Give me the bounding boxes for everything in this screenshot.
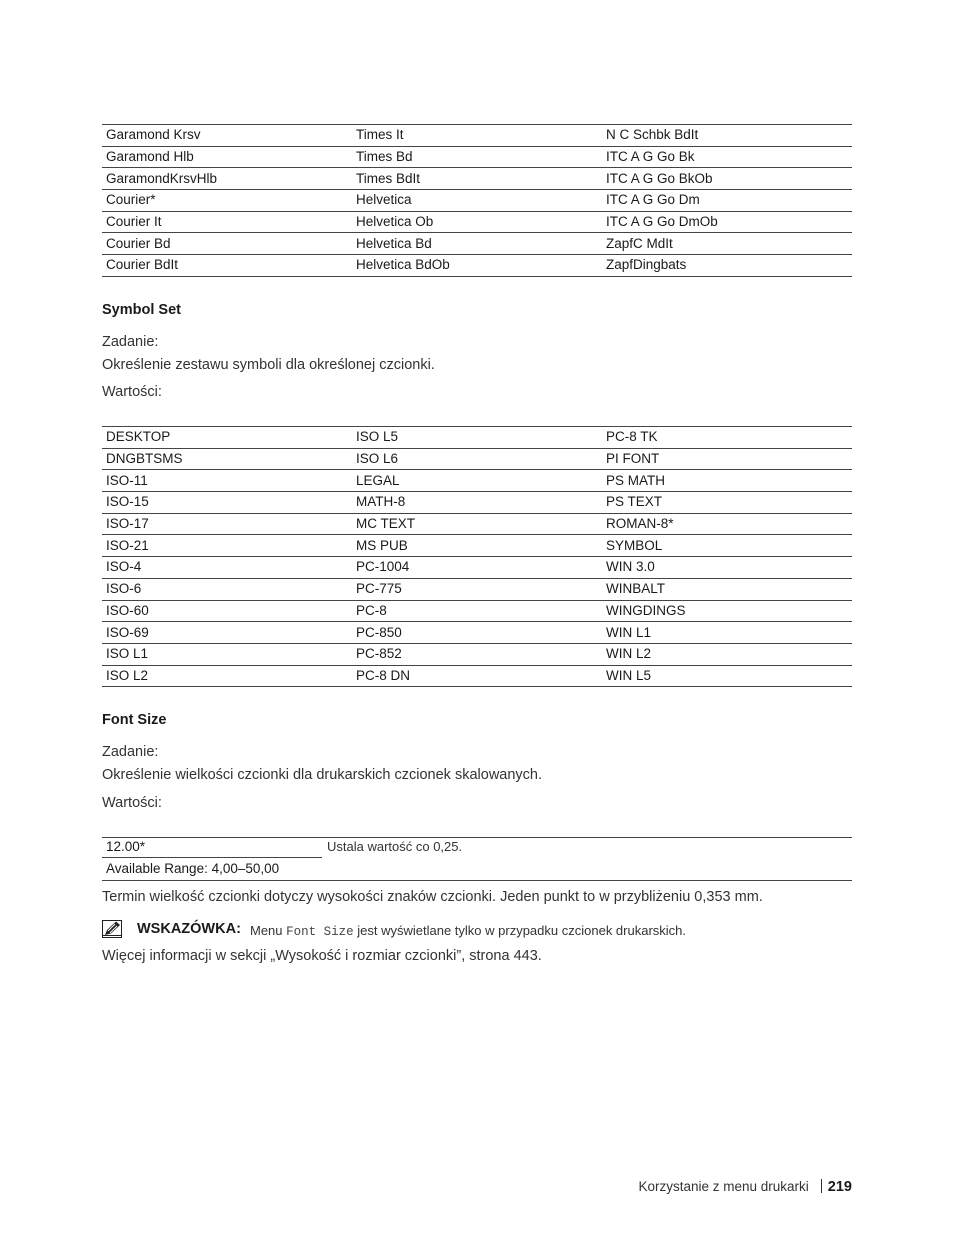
table-row bbox=[102, 622, 852, 644]
symbol-set-table bbox=[102, 426, 852, 687]
table-cell: ITC A G Go Bk bbox=[602, 146, 852, 168]
table-cell: Courier It bbox=[102, 211, 352, 233]
table-cell: N C Schbk BdIt bbox=[602, 125, 852, 147]
table-cell: MATH-8 bbox=[352, 492, 602, 514]
font-size-range: Available Range: 4,00–50,00 bbox=[106, 861, 280, 876]
table-cell: WIN L2 bbox=[602, 643, 852, 665]
table-row bbox=[102, 535, 852, 557]
table-row bbox=[102, 255, 852, 277]
table-cell: PC-8 TK bbox=[602, 427, 852, 449]
table-cell: ISO-69 bbox=[102, 622, 352, 644]
table-row bbox=[102, 492, 852, 514]
table-rule bbox=[102, 880, 852, 881]
page-footer bbox=[638, 1179, 852, 1195]
table-row bbox=[102, 665, 852, 687]
table-cell: ISO-4 bbox=[102, 557, 352, 579]
table-cell: ZapfDingbats bbox=[602, 255, 852, 277]
table-cell: ITC A G Go DmOb bbox=[602, 211, 852, 233]
table-cell: WINGDINGS bbox=[602, 600, 852, 622]
note-text bbox=[250, 923, 686, 939]
table-row bbox=[102, 643, 852, 665]
table-row bbox=[102, 448, 852, 470]
table-cell: WINBALT bbox=[602, 578, 852, 600]
table-cell: Helvetica bbox=[352, 190, 602, 212]
note-label: WSKAZÓWKA: bbox=[137, 921, 241, 937]
table-cell: ISO L5 bbox=[352, 427, 602, 449]
table-cell: WIN 3.0 bbox=[602, 557, 852, 579]
table-cell: LEGAL bbox=[352, 470, 602, 492]
more-info-text: Więcej informacji w sekcji „Wysokość i rozmiar czcionki”, strona 443. bbox=[102, 948, 542, 964]
table-cell: MS PUB bbox=[352, 535, 602, 557]
table-cell: GaramondKrsvHlb bbox=[102, 168, 352, 190]
symbol-set-task-text: Określenie zestawu symboli dla określonej czcionki. bbox=[102, 357, 435, 373]
table-row bbox=[102, 427, 852, 449]
table-cell: ISO-21 bbox=[102, 535, 352, 557]
table-row bbox=[102, 578, 852, 600]
table-cell: SYMBOL bbox=[602, 535, 852, 557]
font-size-task-text: Określenie wielkości czcionki dla drukarskich czcionek skalowanych. bbox=[102, 767, 543, 783]
font-size-term-text: Termin wielkość czcionki dotyczy wysokości znaków czcionki. Jeden punkt to w przybliżeniu 0,353 mm. bbox=[102, 889, 763, 905]
table-row bbox=[102, 557, 852, 579]
note-block bbox=[102, 919, 852, 941]
table-row bbox=[102, 233, 852, 255]
table-cell: PC-850 bbox=[352, 622, 602, 644]
table-cell: WIN L5 bbox=[602, 665, 852, 687]
symbol-set-values-label: Wartości: bbox=[102, 384, 162, 400]
footer-section-title: Korzystanie z menu drukarki bbox=[638, 1179, 809, 1194]
table-cell: Garamond Hlb bbox=[102, 146, 352, 168]
footer-separator bbox=[821, 1179, 822, 1193]
table-cell: Helvetica Bd bbox=[352, 233, 602, 255]
table-cell: Courier* bbox=[102, 190, 352, 212]
table-cell: ITC A G Go Dm bbox=[602, 190, 852, 212]
table-cell: ZapfC MdIt bbox=[602, 233, 852, 255]
table-cell: ISO-17 bbox=[102, 513, 352, 535]
table-cell: ISO L1 bbox=[102, 643, 352, 665]
page-number: 219 bbox=[827, 1179, 852, 1195]
table-cell: ITC A G Go BkOb bbox=[602, 168, 852, 190]
symbol-set-heading: Symbol Set bbox=[102, 302, 181, 318]
font-size-default-value: 12.00* bbox=[106, 839, 146, 854]
table-row bbox=[102, 168, 852, 190]
note-text-post: jest wyświetlane tylko w przypadku czcionek drukarskich. bbox=[353, 923, 687, 938]
table-cell: ROMAN-8* bbox=[602, 513, 852, 535]
table-cell: DESKTOP bbox=[102, 427, 352, 449]
font-size-value-description: Ustala wartość co 0,25. bbox=[327, 839, 463, 854]
table-row bbox=[102, 470, 852, 492]
table-cell: Helvetica BdOb bbox=[352, 255, 602, 277]
note-code-font-size: Font Size bbox=[286, 925, 354, 939]
table-cell: PS TEXT bbox=[602, 492, 852, 514]
table-cell: DNGBTSMS bbox=[102, 448, 352, 470]
table-cell: PC-775 bbox=[352, 578, 602, 600]
table-cell: Garamond Krsv bbox=[102, 125, 352, 147]
table-row bbox=[102, 190, 852, 212]
table-cell: Courier Bd bbox=[102, 233, 352, 255]
table-cell: ISO-15 bbox=[102, 492, 352, 514]
table-cell: PC-1004 bbox=[352, 557, 602, 579]
table-cell: PI FONT bbox=[602, 448, 852, 470]
note-pencil-icon bbox=[102, 920, 122, 938]
table-cell: PC-8 DN bbox=[352, 665, 602, 687]
table-row bbox=[102, 211, 852, 233]
table-cell: Courier BdIt bbox=[102, 255, 352, 277]
table-cell: Times It bbox=[352, 125, 602, 147]
table-cell: PC-852 bbox=[352, 643, 602, 665]
table-rule bbox=[102, 857, 322, 858]
font-size-heading: Font Size bbox=[102, 712, 167, 728]
table-row bbox=[102, 513, 852, 535]
font-size-task-label: Zadanie: bbox=[102, 744, 159, 760]
table-row bbox=[102, 125, 852, 147]
table-cell: ISO-60 bbox=[102, 600, 352, 622]
table-row bbox=[102, 146, 852, 168]
fonts-table bbox=[102, 124, 852, 277]
table-cell: Times BdIt bbox=[352, 168, 602, 190]
table-cell: Times Bd bbox=[352, 146, 602, 168]
table-cell: WIN L1 bbox=[602, 622, 852, 644]
table-cell: PS MATH bbox=[602, 470, 852, 492]
table-cell: ISO L2 bbox=[102, 665, 352, 687]
table-cell: PC-8 bbox=[352, 600, 602, 622]
font-size-values-label: Wartości: bbox=[102, 795, 162, 811]
font-size-values-table bbox=[102, 837, 852, 881]
table-cell: ISO-6 bbox=[102, 578, 352, 600]
symbol-set-task-label: Zadanie: bbox=[102, 334, 159, 350]
table-cell: ISO L6 bbox=[352, 448, 602, 470]
table-cell: MC TEXT bbox=[352, 513, 602, 535]
table-cell: Helvetica Ob bbox=[352, 211, 602, 233]
table-rule bbox=[102, 837, 852, 838]
table-row bbox=[102, 600, 852, 622]
note-text-pre: Menu bbox=[250, 923, 287, 938]
table-cell: ISO-11 bbox=[102, 470, 352, 492]
